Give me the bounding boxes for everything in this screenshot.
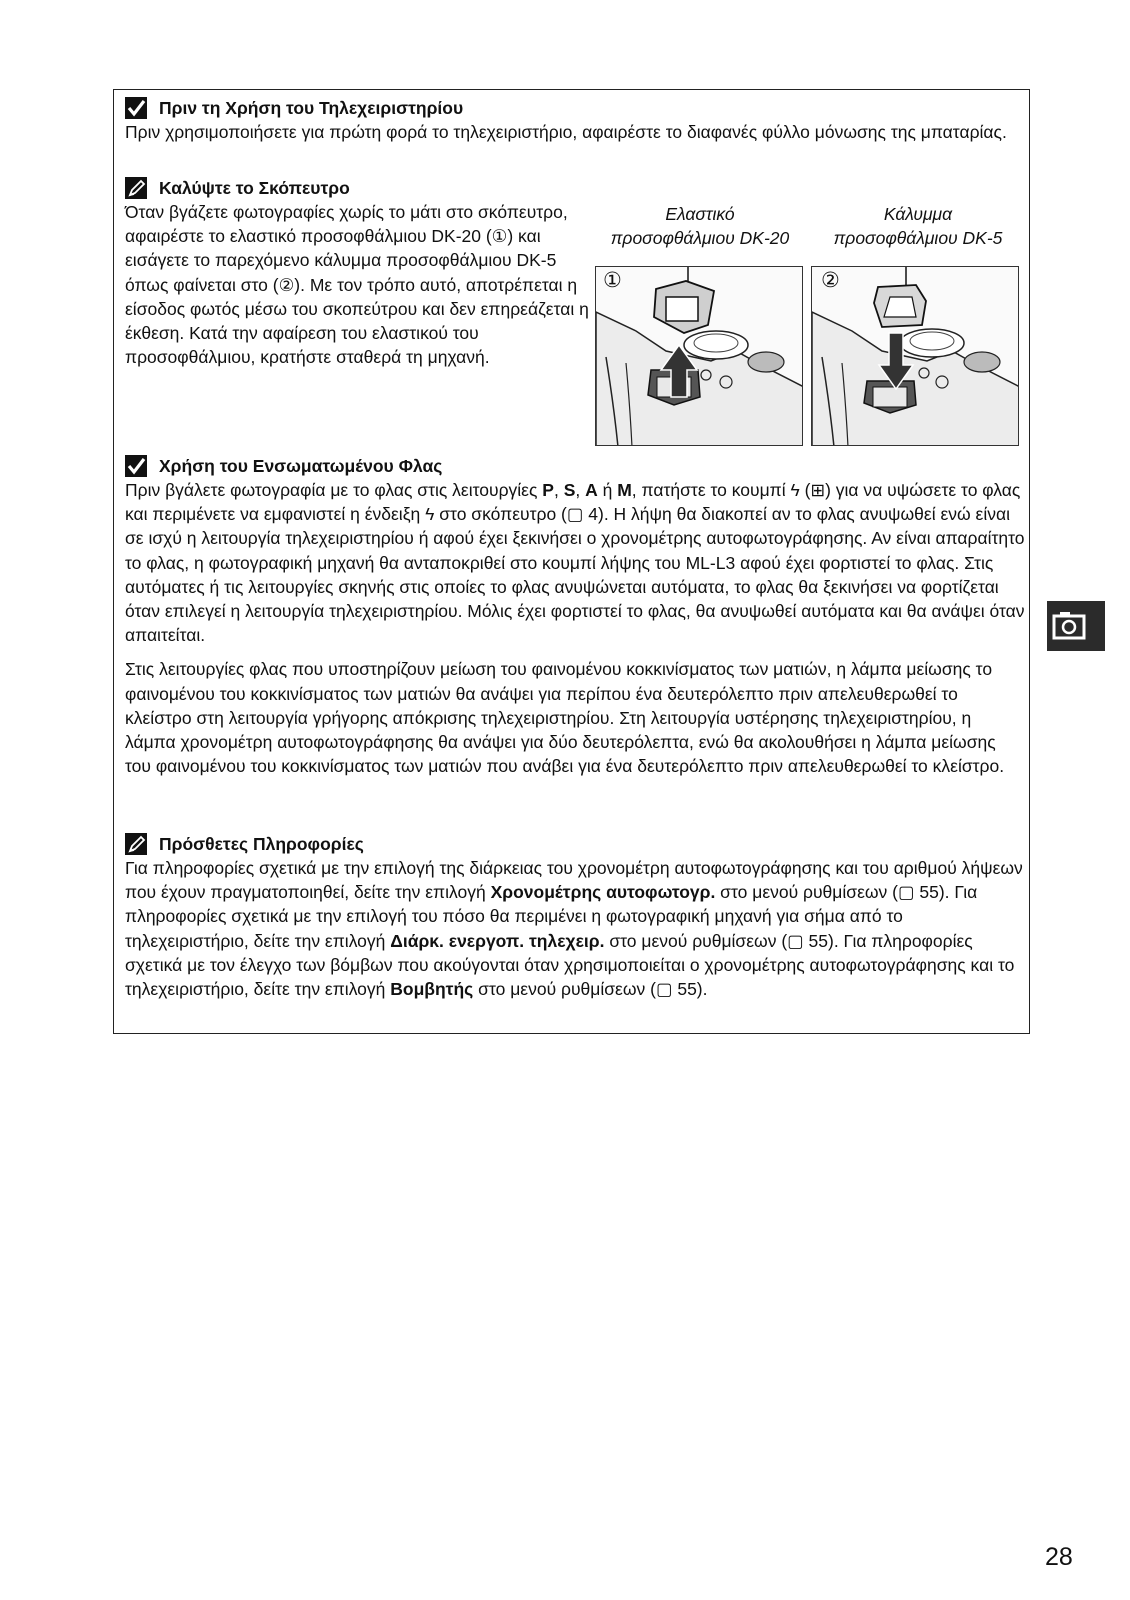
text-run: στο μενού ρυθμίσεων (▢ 55). Για πληροφορίες σχετικά με τον έλεγχο των βόμβων που ακούγονται όταν χρησιμοποιείται ο χρονομέτρης αυτοφωτογράφησης και το τηλεχειριστήριο, δείτε την επιλογή	[125, 930, 1015, 1000]
note-paragraph	[125, 200, 590, 369]
text-run: Πριν βγάλετε φωτογραφία με το φλας στις λειτουργίες	[125, 480, 543, 500]
pencil-icon	[125, 177, 147, 199]
figure-caption-line: προσοφθάλμιου DK-20	[610, 228, 790, 248]
text-run: στο μενού ρυθμίσεων (▢ 55).	[473, 979, 708, 1000]
text-run: Στις λειτουργίες φλας που υποστηρίζουν μείωση του φαινομένου κοκκινίσματος των ματιών, η λάμπα μείωσης το φαινομένου του κοκκινίσματος των ματιών θα ανάψει για περίπου ένα δευτερόλεπτο πριν απελευθερωθεί το κλείστρο στη λειτουργία γρήγορης απόκρισης τηλεχειριστηρίου. Στη λειτουργία υστέρησης τηλεχειριστηρίου, η λάμπα χρονομέτρη αυτοφωτογράφησης θα ανάψει για δύο δευτερόλεπτα, ενώ θα ακολουθήσει η λάμπα μείωσης του φαινομένου του κοκκινίσματος των ματιών που ανάβει για ένα δευτερόλεπτο πριν απελευθερωθεί το κλείστρο.	[125, 659, 1005, 777]
bold-text-run: S	[563, 480, 576, 500]
section-tab	[1047, 601, 1105, 651]
camera-eyecup-illustration	[596, 267, 803, 446]
figure-caption-line: Κάλυμμα	[883, 204, 953, 224]
camera-cover-illustration	[812, 267, 1019, 446]
camera-icon	[1047, 601, 1105, 651]
note-before-remote	[125, 96, 1025, 144]
figure-image-insert-cover	[811, 266, 1019, 446]
eyepiece-figures	[595, 202, 1035, 450]
figure-image-remove-eyecup	[595, 266, 803, 446]
note-header	[125, 454, 1025, 478]
bold-text-run: Χρονομέτρης αυτοφωτογρ.	[490, 882, 716, 903]
note-title: Πριν τη Χρήση του Τηλεχειριστηρίου	[159, 97, 464, 118]
bold-text-run: Βομβητής	[390, 979, 474, 1000]
note-title: Καλύψτε το Σκόπευτρο	[159, 177, 350, 198]
text-run: Πριν χρησιμοποιήσετε για πρώτη φορά το τηλεχειριστήριο, αφαιρέστε το διαφανές φύλλο μόνωσης της μπαταρίας.	[125, 122, 1007, 142]
note-header	[125, 176, 590, 200]
figure-cover	[813, 202, 1023, 250]
notes-box	[113, 89, 1030, 1034]
check-icon	[125, 97, 147, 119]
figure-caption-line: Ελαστικό	[665, 204, 735, 224]
note-paragraph	[125, 856, 1025, 1001]
figure-number: ①	[603, 269, 622, 292]
check-icon	[125, 455, 147, 477]
note-more-info	[125, 832, 1025, 1001]
text-run: Για πληροφορίες σχετικά με την επιλογή της διάρκειας του χρονομέτρη αυτοφωτογράφησης και του αριθμού λήψεων που έχουν πραγματοποιηθεί, δείτε την επιλογή	[125, 858, 1023, 903]
note-paragraph	[125, 120, 1025, 144]
figure-caption-line: προσοφθάλμιου DK-5	[833, 228, 1003, 248]
text-run: ή	[597, 480, 618, 500]
text-run: , πατήστε το κουμπί ϟ (⊞) για να υψώσετε το φλας και περιμένετε να εμφανιστεί η ένδειξη ϟ στο σκόπευτρο (▢ 4). Η λήψη θα διακοπεί αν το φλας ανυψωθεί ενώ είναι σε ισχύ η λειτουργία τηλεχειριστηρίου ή αφού έχει ξεκινήσει ο χρονομέτρης αυτοφωτογράφησης. Αν είναι απαραίτητο το φλας, η φωτογραφική μηχανή θα ανταποκριθεί στο κουμπί λήψης του ML-L3 αφού έχει φορτιστεί το φλας. Στις αυτόματες ή τις λειτουργίες σκηνής στις οποίες το φλας ανυψώνεται αυτόματα, το φλας θα ξεκινήσει να φορτίζεται όταν επιλεγεί η λειτουργία τηλεχειριστηρίου. Μόλις έχει φορτιστεί το φλας, θα ανυψωθεί αυτόματα και θα ανάψει όταν απαιτείται.	[125, 480, 1025, 646]
text-run: ,	[575, 480, 586, 500]
bold-text-run: M	[617, 480, 632, 500]
note-cover-viewfinder	[125, 176, 590, 369]
note-paragraph	[125, 478, 1025, 647]
bold-text-run: Διάρκ. ενεργοπ. τηλεχειρ.	[390, 930, 605, 951]
page-number: 28	[1045, 1543, 1073, 1571]
note-header	[125, 832, 1025, 856]
note-title: Χρήση του Ενσωματωμένου Φλας	[159, 455, 443, 476]
pencil-icon	[125, 833, 147, 855]
note-paragraph	[125, 657, 1025, 778]
bold-text-run: P	[542, 480, 554, 500]
text-run: στο μενού ρυθμίσεων (▢ 55). Για πληροφορίες σχετικά με την επιλογή του πόσο θα περιμένει η φωτογραφική μηχανή για σήμα από το τηλεχειριστήριο, δείτε την επιλογή	[125, 882, 978, 951]
note-title: Πρόσθετες Πληροφορίες	[159, 833, 364, 854]
figure-eyecup	[595, 202, 805, 250]
note-builtin-flash	[125, 454, 1025, 778]
note-header	[125, 96, 1025, 120]
text-run: ,	[553, 480, 564, 500]
figure-number: ②	[821, 269, 840, 292]
bold-text-run: A	[585, 480, 598, 500]
text-run: Όταν βγάζετε φωτογραφίες χωρίς το μάτι στο σκόπευτρο, αφαιρέστε το ελαστικό προσοφθάλμιου DK-20 (①) και εισάγετε το παρεχόμενο κάλυμμα προσοφθάλμιου DK-5 όπως φαίνεται στο (②). Με τον τρόπο αυτό, αποτρέπεται η είσοδος φωτός μέσω του σκοπεύτρου και δεν επηρεάζεται η έκθεση. Κατά την αφαίρεση του ελαστικού του προσοφθάλμιου, κρατήστε σταθερά τη μηχανή.	[125, 202, 589, 368]
